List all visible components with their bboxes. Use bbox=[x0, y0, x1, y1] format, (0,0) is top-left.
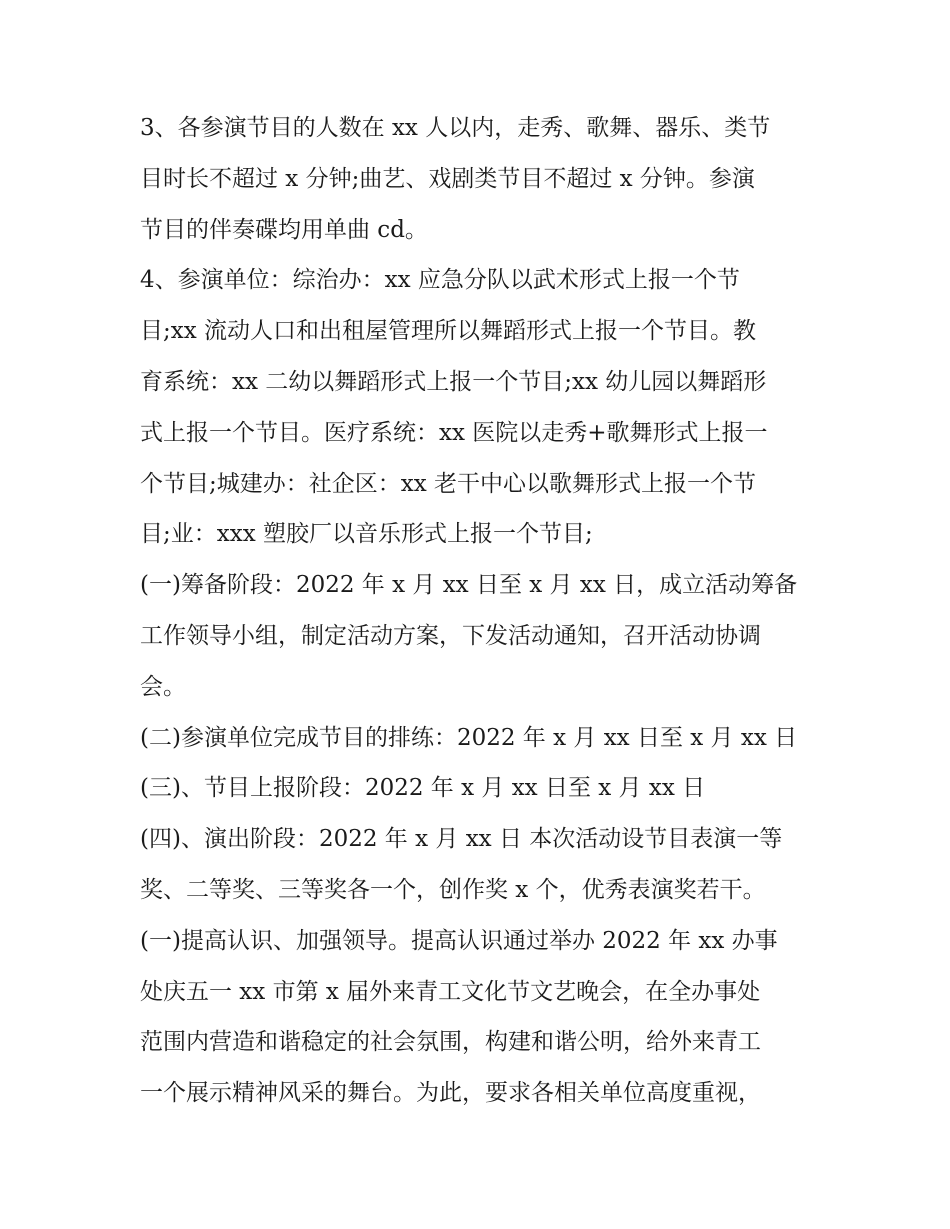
text-line: (二)参演单位完成节目的排练：2022 年 x 月 xx 日至 x 月 xx 日 bbox=[140, 724, 798, 751]
text-line: (四)、演出阶段：2022 年 x 月 xx 日 本次活动设节目表演一等 bbox=[140, 826, 783, 853]
text-line: 3、各参演节目的人数在 xx 人以内，走秀、歌舞、器乐、类节 bbox=[140, 115, 771, 141]
text-line: 育系统：xx 二幼以舞蹈形式上报一个节目;xx 幼儿园以舞蹈形 bbox=[140, 368, 767, 395]
document-body bbox=[140, 103, 820, 1119]
text-line: 个节目;城建办：社企区：xx 老干中心以歌舞形式上报一个节 bbox=[140, 470, 757, 497]
text-line: 4、参演单位：综治办：xx 应急分队以武术形式上报一个节 bbox=[140, 267, 740, 294]
text-line: 奖、二等奖、三等奖各一个，创作奖 x 个，优秀表演奖若干。 bbox=[140, 876, 766, 903]
text-line: 节目的伴奏碟均用单曲 cd。 bbox=[140, 216, 428, 243]
text-line: 一个展示精神风采的舞台。为此，要求各相关单位高度重视， bbox=[140, 1080, 761, 1107]
text-line: 处庆五一 xx 市第 x 届外来青工文化节文艺晚会，在全办事处 bbox=[140, 978, 761, 1005]
text-line: 会。 bbox=[140, 673, 186, 700]
text-line: 目;xx 流动人口和出租屋管理所以舞蹈形式上报一个节目。教 bbox=[140, 318, 757, 345]
text-line: (一)筹备阶段：2022 年 x 月 xx 日至 x 月 xx 日，成立活动筹备 bbox=[140, 572, 798, 599]
text-line: 目;业：xxx 塑胶厂以音乐形式上报一个节目; bbox=[140, 521, 593, 548]
text-line: 工作领导小组，制定活动方案，下发活动通知，召开活动协调 bbox=[140, 622, 761, 649]
text-line: (三)、节目上报阶段：2022 年 x 月 xx 日至 x 月 xx 日 bbox=[140, 775, 706, 802]
text-line: (一)提高认识、加强领导。提高认识通过举办 2022 年 xx 办事 bbox=[140, 927, 778, 954]
text-line: 范围内营造和谐稳定的社会氛围，构建和谐公明，给外来青工 bbox=[140, 1029, 761, 1056]
text-line: 目时长不超过 x 分钟;曲艺、戏剧类节目不超过 x 分钟。参演 bbox=[140, 165, 755, 192]
text-line: 式上报一个节目。医疗系统：xx 医院以走秀+歌舞形式上报一 bbox=[140, 419, 768, 446]
